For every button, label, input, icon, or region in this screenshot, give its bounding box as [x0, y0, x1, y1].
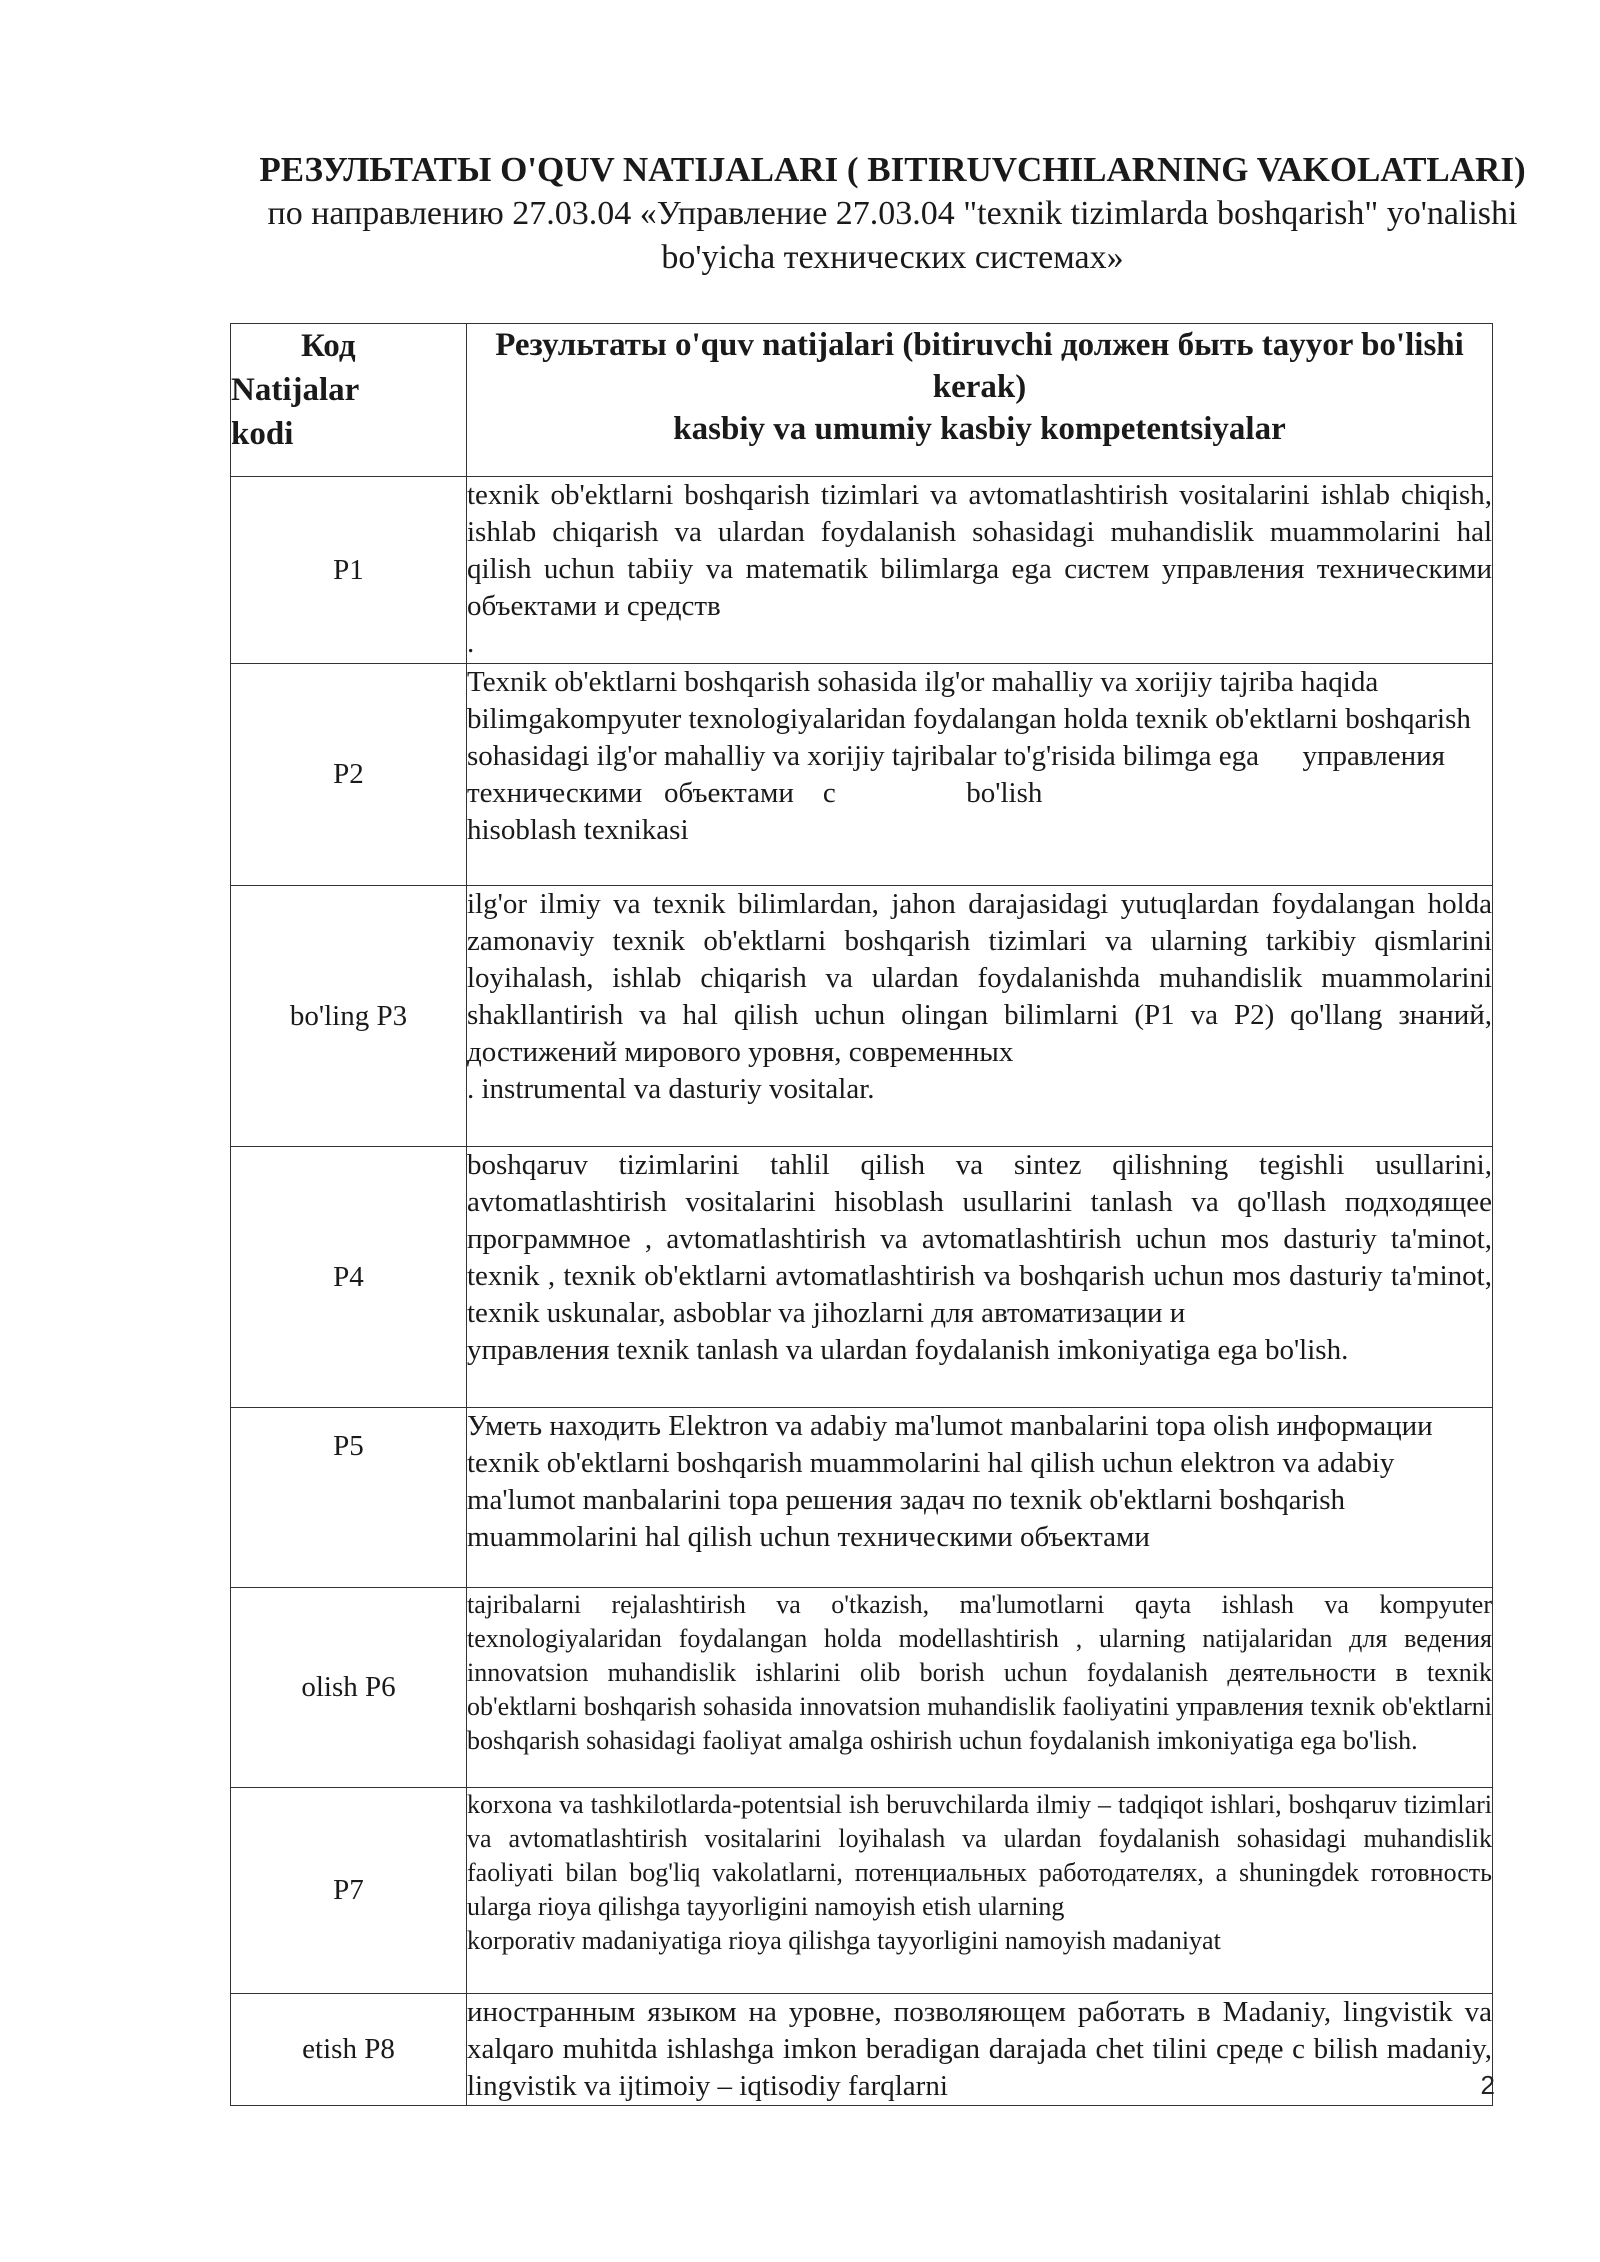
outcome-code: P2	[231, 664, 467, 886]
outcome-description	[467, 1408, 1493, 1588]
outcome-code: P4	[231, 1147, 467, 1408]
learning-outcomes-table	[230, 323, 1493, 2106]
header-code-line: Natijalar	[231, 372, 360, 408]
table-row	[231, 477, 1493, 664]
page-number: 2	[1480, 2070, 1495, 2100]
outcome-code: P1	[231, 477, 467, 664]
table-row	[231, 1588, 1493, 1788]
header-outcomes-line: Результаты o'quv natijalari (bitiruvchi должен быть tayyor bo'lishi kerak)	[495, 327, 1464, 405]
outcome-code: etish P8	[231, 1994, 467, 2106]
outcome-description	[467, 1147, 1493, 1408]
outcome-text: tajribalarni rejalashtirish va o'tkazish, ma'lumotlarni qayta ishlash va kompyuter texnologiyalaridan foydalangan holda modellashtirish , ularning natijalaridan для ведения innovatsion muhandislik ishlarini olib borish uchun foydalanish деятельности в texnik ob'ektlarni boshqarish sohasida innovatsion muhandislik faoliyatini управления texnik ob'ektlarni boshqarish sohasidagi faoliyat amalga oshirish uchun foydalanish imkoniyatiga ega bo'lish.	[467, 1590, 1492, 1755]
header-code-line: kodi	[231, 416, 294, 452]
outcome-code: bo'ling P3	[231, 886, 467, 1147]
outcome-description	[467, 1788, 1493, 1994]
outcome-description	[467, 1588, 1493, 1788]
header-code-cell	[231, 324, 467, 477]
table-row	[231, 1408, 1493, 1588]
outcome-text: управления texnik tanlash va ulardan foydalanish imkoniyatiga ega bo'lish.	[467, 1334, 1349, 1366]
outcome-text: ilg'or ilmiy va texnik bilimlardan, jahon darajasidagi yutuqlardan foydalangan holda zamonaviy texnik ob'ektlarni boshqarish tizimlari va ularning tarkibiy qismlarini loyihalash, ishlab chiqarish va ulardan foydalanishda muhandislik muammolarini shakllantirish va hal qilish uchun olingan bilimlarni (P1 va P2) qo'llang знаний, достижений мирового уровня, современных	[467, 888, 1492, 1068]
header-code-line: Код	[301, 328, 356, 364]
document-title-block	[195, 148, 1590, 280]
document-title: РЕЗУЛЬТАТЫ O'QUV NATIJALARI ( BITIRUVCHILARNING VAKOLATLARI)	[259, 150, 1526, 189]
outcome-text: .	[467, 627, 475, 659]
outcome-text: иностранным языком на уровне, позволяющем работать в Madaniy, lingvistik va xalqaro muhitda ishlashga imkon beradigan darajada chet tilini среде с bilish madaniy, lingvistik va ijtimoiy – iqtisodiy farqlarni	[467, 1996, 1492, 2102]
table-row	[231, 886, 1493, 1147]
outcome-text: texnik ob'ektlarni boshqarish muammolarini hal qilish uchun elektron va adabiy ma'lumot manbalarini topa решения задач по texnik ob'ektlarni boshqarish muammolarini hal qilish uchun техническими объектами	[467, 1447, 1395, 1553]
outcome-description	[467, 1994, 1493, 2106]
document-subtitle-line-2: bo'yicha технических системах»	[661, 239, 1124, 276]
table-row	[231, 1147, 1493, 1408]
header-outcomes-cell	[467, 324, 1493, 477]
table-row	[231, 1994, 1493, 2106]
outcome-code: P5	[231, 1408, 467, 1588]
outcome-text: Уметь находить Elektron va adabiy ma'lumot manbalarini topa olish информации	[467, 1410, 1433, 1442]
table-row	[231, 1788, 1493, 1994]
outcome-description	[467, 886, 1493, 1147]
outcome-code: P7	[231, 1788, 467, 1994]
outcome-text: Texnik ob'ektlarni boshqarish sohasida ilg'or mahalliy va xorijiy tajriba haqida bilimgakompyuter texnologiyalaridan foydalangan holda texnik ob'ektlarni boshqarish sohasidagi ilg'or mahalliy va xorijiy tajribalar to'g'risida bilimga ega управления техническими объектами с bo'lish	[467, 666, 1489, 809]
outcome-text: korxona va tashkilotlarda-potentsial ish beruvchilarda ilmiy – tadqiqot ishlari, boshqaruv tizimlari va avtomatlashtirish vositalarini loyihalash va ulardan foydalanish sohasidagi muhandislik faoliyati bilan bog'liq vakolatlarni, потенциальных работодателях, a shuningdek готовность ularga rioya qilishga tayyorligini namoyish etish ularning	[467, 1790, 1492, 1921]
outcome-text: texnik ob'ektlarni boshqarish tizimlari va avtomatlashtirish vositalarini ishlab chiqish, ishlab chiqarish va ulardan foydalanish sohasidagi muhandislik muammolarini hal qilish uchun tabiiy va matematik bilimlarga ega систем управления техническими объектами и средств	[467, 479, 1492, 622]
header-outcomes-line: kasbiy va umumiy kasbiy kompetentsiyalar	[673, 411, 1286, 447]
outcome-text: hisoblash texnikasi	[467, 814, 689, 846]
outcome-text: boshqaruv tizimlarini tahlil qilish va sintez qilishning tegishli usullarini, avtomatlashtirish vositalarini hisoblash usullarini tanlash va qo'llash подходящее программное , avtomatlashtirish va avtomatlashtirish uchun mos dasturiy ta'minot, texnik , texnik ob'ektlarni avtomatlashtirish va boshqarish uchun mos dasturiy ta'minot, texnik uskunalar, asboblar va jihozlarni для автоматизации и	[467, 1149, 1492, 1329]
table-header-row	[231, 324, 1493, 477]
outcome-code: olish P6	[231, 1588, 467, 1788]
outcome-text: korporativ madaniyatiga rioya qilishga tayyorligini namoyish madaniyat	[467, 1926, 1221, 1955]
document-subtitle-line-1: по направлению 27.03.04 «Управление 27.03.04 "texnik tizimlarda boshqarish" yo'nalishi	[267, 195, 1518, 232]
outcome-description	[467, 664, 1493, 886]
outcome-text: . instrumental va dasturiy vositalar.	[467, 1073, 875, 1105]
table-row	[231, 664, 1493, 886]
outcome-description	[467, 477, 1493, 664]
